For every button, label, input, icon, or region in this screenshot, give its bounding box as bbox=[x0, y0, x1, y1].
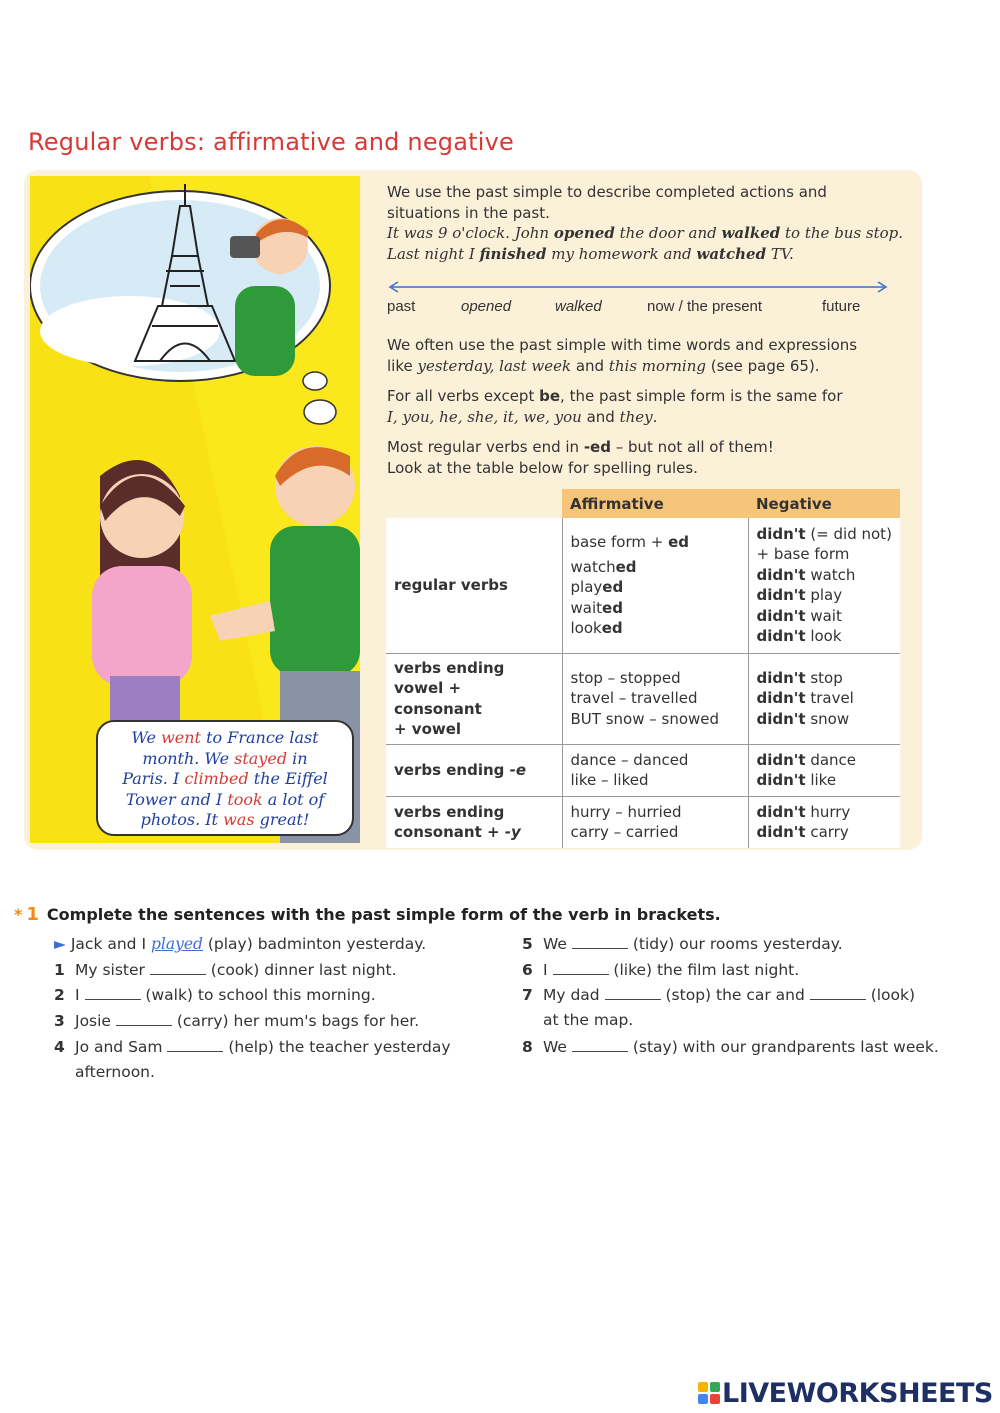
affirmative-cell: dance – danced like – liked bbox=[562, 744, 748, 796]
answer-blank[interactable] bbox=[85, 986, 141, 1000]
bubble-line: photos. It was great! bbox=[140, 810, 310, 829]
bubble-line: month. We stayed in bbox=[142, 748, 308, 768]
answer-blank[interactable] bbox=[572, 935, 628, 949]
difficulty-star-icon: * bbox=[14, 905, 23, 924]
exercise-number: 1 bbox=[26, 904, 39, 925]
answer-blank[interactable] bbox=[605, 986, 661, 1000]
explanation-all-verbs: For all verbs except be, the past simple form is the same for I, you, he, she, it, we, you and they. bbox=[387, 387, 843, 426]
exercise-title bbox=[14, 904, 721, 925]
affirmative-cell: hurry – hurried carry – carried bbox=[562, 796, 748, 848]
speech-bubble bbox=[96, 720, 354, 836]
arrow-icon: ► bbox=[54, 935, 66, 953]
timeline-opened: opened bbox=[461, 298, 512, 315]
negative-cell: didn't hurry didn't carry bbox=[748, 796, 900, 848]
timeline-present: now / the present bbox=[647, 298, 763, 315]
header-affirmative: Affirmative bbox=[562, 489, 748, 518]
header-blank bbox=[386, 489, 562, 518]
negative-cell: didn't dance didn't like bbox=[748, 744, 900, 796]
logo-mark-icon bbox=[698, 1382, 720, 1404]
exercise-instruction: Complete the sentences with the past simple form of the verb in brackets. bbox=[46, 905, 721, 924]
answer-blank[interactable] bbox=[167, 1038, 223, 1052]
bubble-line: Paris. I climbed the Eiffel bbox=[122, 769, 328, 788]
answer-blank[interactable] bbox=[116, 1012, 172, 1026]
affirmative-cell: stop – stopped travel – travelled BUT snow – snowed bbox=[562, 653, 748, 744]
example-answer: played bbox=[150, 935, 203, 953]
table-row bbox=[386, 796, 900, 848]
table-header-row bbox=[386, 489, 900, 518]
negative-cell: didn't stop didn't travel didn't snow bbox=[748, 653, 900, 744]
negative-cell: didn't (= did not) + base form didn't watch didn't play didn't wait didn't look bbox=[748, 518, 900, 653]
answer-blank[interactable] bbox=[553, 961, 609, 975]
table-row bbox=[386, 744, 900, 796]
grammar-table bbox=[386, 489, 900, 848]
answer-blank[interactable] bbox=[150, 961, 206, 975]
explanation-intro: We use the past simple to describe completed actions and situations in the past. It was 9 o'clock. John opened the door and walked to the bus stop. Last night I finished my homework and watched TV. bbox=[387, 183, 904, 263]
table-row bbox=[386, 653, 900, 744]
affirmative-cell: base form + ed watched played waited looked bbox=[562, 518, 748, 653]
row-label-regular: regular verbs bbox=[386, 518, 562, 653]
answer-blank[interactable] bbox=[810, 986, 866, 1000]
timeline-future: future bbox=[822, 298, 861, 315]
table-row bbox=[386, 518, 900, 653]
row-label-vowel-consonant: verbs ending vowel + consonant + vowel bbox=[386, 653, 562, 744]
row-label-consonant-y: verbs ending consonant + -y bbox=[386, 796, 562, 848]
answer-blank[interactable] bbox=[572, 1038, 628, 1052]
page-title: Regular verbs: affirmative and negative bbox=[28, 128, 514, 156]
logo-text: LIVEWORKSHEETS bbox=[722, 1377, 993, 1409]
row-label-ending-e: verbs ending -e bbox=[386, 744, 562, 796]
explanation-time-words: We often use the past simple with time words and expressions like yesterday, last week and this morning (see page 65). bbox=[387, 336, 858, 375]
timeline-walked: walked bbox=[555, 298, 602, 315]
timeline-past: past bbox=[387, 298, 416, 315]
bubble-line: We went to France last bbox=[131, 728, 319, 747]
liveworksheets-logo bbox=[698, 1378, 993, 1408]
explanation-ed-ending: Most regular verbs end in -ed – but not all of them! Look at the table below for spelling rules. bbox=[387, 438, 774, 477]
header-negative: Negative bbox=[748, 489, 900, 518]
timeline-arrow bbox=[388, 280, 888, 294]
bubble-line: Tower and I took a lot of bbox=[125, 789, 325, 809]
